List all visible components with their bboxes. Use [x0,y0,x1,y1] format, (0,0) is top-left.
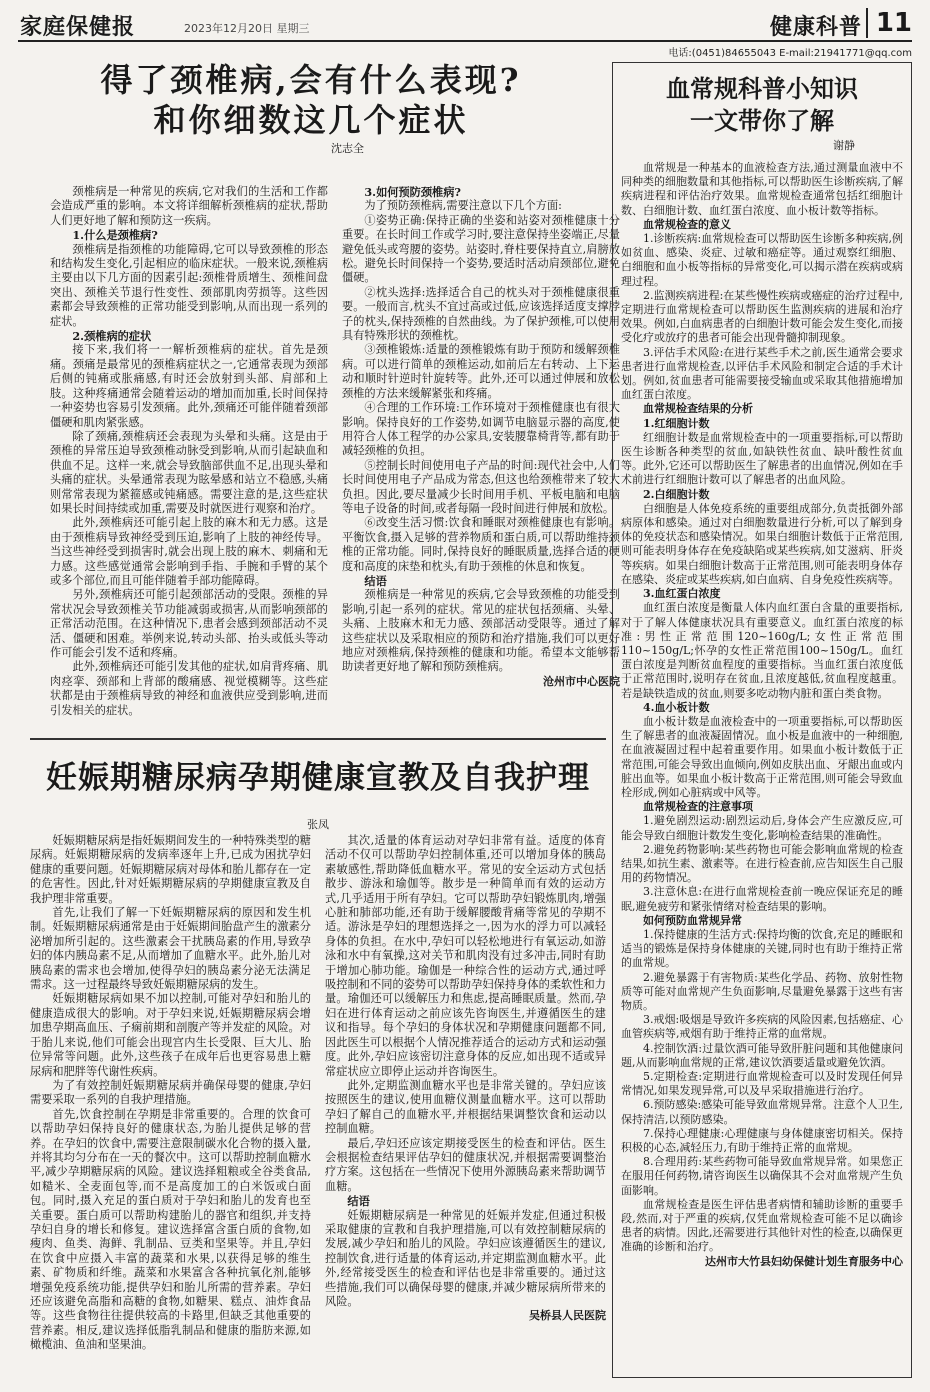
paragraph: 其次,适量的体育运动对孕妇非常有益。适度的体育活动不仅可以帮助孕妇控制体重,还可以增加身体的胰岛素敏感性,帮助降低血糖水平。常见的安全运动方式包括散步、游泳和瑜伽等。散步是一种简单而有效的运动方式,几乎适用于所有孕妇。它可以帮助孕妇锻炼肌肉,增强心脏和肺部功能,还有助于缓解腰酸背痛等常见的孕期不适。游泳是孕妇的理想选择之一,因为水的浮力可以减轻身体的负担。在水中,孕妇可以轻松地进行有氧运动,如游泳和水中有氧操,这对关节和肌肉没有过多冲击,同时有助于增加心肺功能。瑜伽是一种综合性的运动方式,通过呼吸控制和不同的姿势可以帮助孕妇保持身体的柔软性和力量。瑜伽还可以缓解压力和焦虑,提高睡眠质量。然而,孕妇在进行体育运动之前应该先咨询医生,并遵循医生的建议和指导。每个孕妇的身体状况和孕期健康问题都不同,因此医生可以根据个人情况推荐适合的运动方式和运动强度。此外,孕妇应该密切注意身体的反应,如出现不适或异常症状应立即停止运动并咨询医生。 [325,834,606,1078]
paragraph: 2.避免药物影响:某些药物也可能会影响血常规的检查结果,如抗生素、激素等。在进行检查前,应告知医生自己服用的药物情况。 [621,842,903,885]
paragraph: 此外,颈椎病还可能引起上肢的麻木和无力感。这是由于颈椎病导致神经受到压迫,影响了上肢的神经传导。当这些神经受到损害时,就会出现上肢的麻木、刺痛和无力感。这些感觉通常会影响到手指、手腕和手臂的某个或多个部位,而且可能伴随着手部功能障碍。 [50,516,328,587]
paragraph: 为了预防颈椎病,需要注意以下几个方面: [364,199,562,213]
title-line: 血常规科普小知识 [666,74,858,103]
subheading: 血常规检查的注意事项 [643,800,753,814]
paragraph: 血常规检查是医生评估患者病情和辅助诊断的重要手段,然而,对于严重的疾病,仅凭血常规检查可能不足以确诊患者的病情。因此,还需要进行其他针对性的检查,以确保更准确的诊断和治疗。 [621,1197,903,1254]
article-gestational-diabetes [30,748,606,1378]
paragraph: ⑥改变生活习惯:饮食和睡眠对颈椎健康也有影响。平衡饮食,摄入足够的营养物质和蛋白质,可以帮助维持颈椎的正常功能。同时,保持良好的睡眠质量,选择合适的硬度和高度的床垫和枕头,有助于颈椎的休息和恢复。 [342,516,620,573]
subheading: 2.颈椎病的症状 [72,329,152,344]
newspaper-name: 家庭保健报 [20,14,136,40]
paragraph: 5.定期检查:定期进行血常规检查可以及时发现任何异常情况,如果发现异常,可以及早采取措施进行治疗。 [621,1070,903,1098]
paragraph: 血红蛋白浓度是衡量人体内血红蛋白含量的重要指标,对于了解人体健康状况具有重要意义。血红蛋白浓度的标准:男性正常范围120~160g/L;女性正常范围110~150g/L;怀孕的女性正常范围100~150g/L。血红蛋白浓度是判断贫血程度的重要指标。当血红蛋白浓度低于正常范围时,说明存在贫血,且浓度越低,贫血程度越重。若是缺铁造成的贫血,则要多吃动物内脏和蛋白类食物。 [621,601,903,700]
article-body [50,185,620,775]
subheading: 结语 [347,1194,370,1209]
paragraph: 红细胞计数是血常规检查中的一项重要指标,可以帮助医生诊断各种类型的贫血,如缺铁性贫血、缺叶酸性贫血等。此外,它还可以帮助医生了解患者的出血情况,例如在手术前进行红细胞计数可以了解患者的出血风险。 [621,430,903,487]
issue-date: 2023年12月20日 星期三 [184,22,310,35]
subheading: 2.白细胞计数 [643,487,710,501]
section-title: 健康科普 [769,14,862,40]
divider [30,738,606,740]
author: 谢静 [833,139,855,152]
paragraph: 3.评估手术风险:在进行某些手术之前,医生通常会要求患者进行血常规检查,以评估手术风险和制定合适的手术计划。例如,贫血患者可能需要接受输血或采取其他措施增加血红蛋白浓度。 [621,345,903,402]
paragraph: 1.保持健康的生活方式:保持均衡的饮食,充足的睡眠和适当的锻炼是保持身体健康的关键,同时也有助于维持正常的血常规。 [621,927,903,970]
paragraph: ⑤控制长时间使用电子产品的时间:现代社会中,人们长时间使用电子产品成为常态,但这也给颈椎带来了较大负担。因此,要尽量减少长时间用手机、平板电脑和电脑等电子设备的时间,或者每隔一段时间进行伸展和放松。 [342,458,620,515]
paragraph: 此外,定期监测血糖水平也是非常关键的。孕妇应该按照医生的建议,使用血糖仪测量血糖水平。这可以帮助孕妇了解自己的血糖水平,并根据结果调整饮食和运动以控制血糖。 [325,1078,606,1136]
subheading: 1.红细胞计数 [643,416,710,430]
article-cervical [18,60,620,730]
article-body [30,834,606,1379]
title-line: 一文带你了解 [690,106,834,135]
article-body [621,161,903,1269]
paragraph: 接下来,我们将一一解析颈椎病的症状。首先是颈痛。颈痛是最常见的颈椎病症状之一,它通常表现为颈部后侧的钝痛或胀痛感,有时还会放射到头部、肩部和上肢。这种疼痛通常会随着运动的增加而加重,长时间保持一种姿势也容易引发颈痛。此外,颈痛还可能伴随着颈部僵硬和肌肉紧张感。 [50,343,328,429]
paragraph: 白细胞是人体免疫系统的重要组成部分,负责抵御外部病原体和感染。通过对白细胞数量进行分析,可以了解到身体的免疫状态和感染情况。如果白细胞计数低于正常范围,则可能表明身体存在免疫缺陷或某些疾病,如艾滋病、肝炎等疾病。如果白细胞计数高于正常范围,则可能表明身体存在感染、炎症或某些疾病,如白血病、自身免疫性疾病等。 [621,501,903,586]
paragraph: 妊娠期糖尿病是一种常见的妊娠并发症,但通过积极采取健康的宣教和自我护理措施,可以有效控制糖尿病的发展,减少孕妇和胎儿的风险。孕妇应该遵循医生的建议,控制饮食,进行适量的体育运动,并定期监测血糖水平。此外,经常接受医生的检查和评估也是非常重要的。通过这些措施,我们可以确保母婴的健康,并减少糖尿病所带来的风险。 [325,1208,606,1308]
paragraph: 2.监测疾病进程:在某些慢性疾病或癌症的治疗过程中,定期进行血常规检查可以帮助医生监测疾病的进展和治疗效果。例如,白血病患者的白细胞计数可能会发生变化,而接受化疗或放疗的患者可能会出现骨髓抑制现象。 [621,288,903,345]
paragraph: ④合理的工作环境:工作环境对于颈椎健康也有很大影响。保持良好的工作姿势,如调节电脑显示器的高度,使用符合人体工程学的办公家具,安装腰靠椅背等,都有助于减轻颈椎的负担。 [342,401,620,458]
paragraph: 1.避免剧烈运动:剧烈运动后,身体会产生应激反应,可能会导致白细胞计数发生变化,影响检查结果的准确性。 [621,814,903,842]
article-title [621,73,903,137]
paragraph: 3.戒烟:吸烟是导致许多疾病的风险因素,包括癌症、心血管疾病等,戒烟有助于维持正常的血常规。 [621,1013,903,1041]
paragraph: 另外,颈椎病还可能引起颈部活动的受限。颈椎的异常状况会导致颈椎关节功能减弱或损害,从而影响颈部的正常活动范围。在这种情况下,患者会感到颈部活动不灵活、僵硬和困难。举例来说,转动头部、抬头或低头等动作可能会引发不适和疼痛。 [50,588,328,659]
paragraph: 3.注意休息:在进行血常规检查前一晚应保证充足的睡眠,避免疲劳和紧张情绪对检查结果的影响。 [621,885,903,913]
paragraph: 7.保持心理健康:心理健康与身体健康密切相关。保持积极的心态,减轻压力,有助于维持正常的血常规。 [621,1126,903,1155]
paragraph: 血小板计数是血液检查中的一项重要指标,可以帮助医生了解患者的血液凝固情况。血小板是血液中的一种细胞,在血液凝固过程中起着重要作用。如果血小板计数低于正常范围,可能会导致出血倾向,例如皮肤出血、牙龈出血或内脏出血等。如果血小板计数高于正常范围,则可能会导致血栓形成,例如心脏病或中风等。 [621,714,903,799]
paragraph: 颈椎病是一种常见的疾病,它对我们的生活和工作都会造成严重的影响。本文将详细解析颈椎病的症状,帮助人们更好地了解和预防这一疾病。 [50,185,328,227]
paragraph: 2.避免暴露于有害物质:某些化学品、药物、放射性物质等可能对血常规产生负面影响,尽量避免暴露于这些有害物质。 [621,970,903,1012]
paragraph: 为了有效控制妊娠期糖尿病并确保母婴的健康,孕妇需要采取一系列的自我护理措施。 [30,1078,311,1107]
subheading: 如何预防血常规异常 [643,913,742,927]
subheading: 结语 [364,573,387,588]
paragraph: 此外,颈椎病还可能引发其他的症状,如肩背疼痛、肌肉痉挛、颈部和上背部的酸痛感、视觉模糊等。这些症状都是由于颈椎病导致的神经和血液供应受到影响,进而引发相关的症状。 [50,660,328,717]
subheading: 血常规检查的意义 [643,217,731,231]
author: 沈志全 [331,142,364,155]
subheading: 4.血小板计数 [643,700,710,714]
paragraph: 妊娠期糖尿病是指妊娠期间发生的一种特殊类型的糖尿病。妊娠期糖尿病的发病率逐年上升,已成为困扰孕妇健康的重要问题。妊娠期糖尿病对母体和胎儿都存在一定的危害性。因此,针对妊娠期糖尿病的孕期健康宣教及自我护理非常重要。 [30,834,311,905]
paragraph: 颈椎病是一种常见的疾病,它会导致颈椎的功能受到影响,引起一系列的症状。常见的症状包括颈痛、头晕、头痛、上肢麻木和无力感、颈部活动受限等。通过了解这些症状以及采取相应的预防和治疗措施,我们可以更好地应对颈椎病,保持颈椎的健康和功能。希望本文能够帮助读者更好地了解和预防颈椎病。 [342,588,620,674]
subheading: 1.什么是颈椎病? [72,228,158,243]
subheading: 血常规检查结果的分析 [643,402,753,416]
paragraph: 1.诊断疾病:血常规检查可以帮助医生诊断多种疾病,例如贫血、感染、炎症、过敏和癌症等。通过观察红细胞、白细胞和血小板等指标的异常变化,可以揭示潜在疾病或病理过程。 [621,232,903,288]
page-number: 11 [866,8,912,38]
article-title: 妊娠期糖尿病孕期健康宣教及自我护理 [46,760,590,796]
author-organization: 达州市大竹县妇幼保健计划生育服务中心 [705,1254,903,1268]
subheading: 3.如何预防颈椎病? [364,185,461,199]
paragraph: 除了颈痛,颈椎病还会表现为头晕和头痛。这是由于颈椎的异常压迫导致颈椎动脉受到影响,从而引起缺血和供血不足。这样一来,就会导致脑部供血不足,出现头晕和头痛的症状。头晕通常表现为眩晕感和站立不稳感,头痛则常常表现为紧箍感或钝痛感。需要注意的是,这些症状如果长时间持续或加重,需要及时就医进行观察和治疗。 [50,429,328,515]
article-title [18,60,604,140]
paragraph: 妊娠期糖尿病如果不加以控制,可能对孕妇和胎儿的健康造成很大的影响。对于孕妇来说,妊娠期糖尿病会增加患孕期高血压、子痫前期和剖腹产等并发症的风险。对于胎儿来说,他们可能会出现宫内生长受限、巨大儿、胎位异常等问题。此外,这些孩子在成年后也更容易患上糖尿病和肥胖等代谢性疾病。 [30,992,311,1078]
article-blood-routine [612,62,912,1378]
author-organization: 吴桥县人民医院 [529,1309,606,1323]
paragraph: 8.合理用药:某些药物可能导致血常规异常。如果您正在服用任何药物,请咨询医生以确保其不会对血常规产生负面影响。 [621,1155,903,1197]
masthead [18,8,912,42]
paragraph: ①姿势正确:保持正确的坐姿和站姿对颈椎健康十分重要。在长时间工作或学习时,要注意保持坐姿端正,尽量避免低头或弯腰的姿势。站姿时,脊柱要保持直立,肩膀放松。避免长时间保持一个姿势,要适时活动肩颈部位,避免僵硬。 [342,213,620,285]
author-organization: 沧州市中心医院 [543,674,620,688]
paragraph: 4.控制饮酒:过量饮酒可能导致肝脏问题和其他健康问题,从而影响血常规的正常,建议饮酒要适量或避免饮酒。 [621,1041,903,1069]
paragraph: ②枕头选择:选择适合自己的枕头对于颈椎健康很重要。一般而言,枕头不宜过高或过低,应该选择适度支撑脖子的枕头,保持颈椎的自然曲线。为了保护颈椎,可以使用具有特殊形状的颈椎枕。 [342,285,620,343]
paragraph: ③颈椎锻炼:适量的颈椎锻炼有助于预防和缓解颈椎病。可以进行简单的颈椎运动,如前后左右转动、上下运动和顺时针逆时针旋转等。此外,还可以通过伸展和放松颈椎的方法来缓解紧张和疼痛。 [342,343,620,400]
paragraph: 首先,饮食控制在孕期是非常重要的。合理的饮食可以帮助孕妇保持良好的健康状态,为胎儿提供足够的营养。在孕妇的饮食中,需要注意限制碳水化合物的摄入量,并将其均匀分布在一天的餐次中。这可以帮助控制血糖水平,减少孕期糖尿病的风险。建议选择粗粮或全谷类食品,如糙米、全麦面包等,而不是高度加工的白米饭或白面包。同时,摄入充足的蛋白质对于孕妇和胎儿的发育也至关重要。蛋白质可以帮助构建胎儿的器官和组织,并支持孕妇自身的增长和修复。建议选择富含蛋白质的食物,如瘦肉、鱼类、海鲜、乳制品、豆类和坚果等。并且,孕妇在饮食中应摄入丰富的蔬菜和水果,以获得足够的维生素、矿物质和纤维。蔬菜和水果富含各种抗氧化剂,能够增强免疫系统功能,提供孕妇和胎儿所需的营养素。孕妇还应该避免高脂和高糖的食物,如糖果、糕点、油炸食品等。这些食物往往提供较高的卡路里,但缺乏其他重要的营养素。相反,建议选择低脂乳制品和健康的脂肪来源,如橄榄油、鱼油和坚果油。 [30,1107,311,1352]
paragraph: 6.预防感染:感染可能导致血常规异常。注意个人卫生,保持清洁,以预防感染。 [621,1098,903,1126]
title-line: 和你细数这几个症状 [153,101,469,139]
paragraph: 最后,孕妇还应该定期接受医生的检查和评估。医生会根据检查结果评估孕妇的健康状况,并根据需要调整治疗方案。这包括在一些情况下使用外源胰岛素来帮助调节血糖。 [325,1136,606,1193]
paragraph: 颈椎病是指颈椎的功能障碍,它可以导致颈椎的形态和结构发生变化,引起相应的临床症状。一般来说,颈椎病主要由以下几方面的因素引起:颈椎骨质增生、颈椎间盘突出、颈椎关节退行性变性、颈部肌肉劳损等。这些因素都会导致颈椎的正常功能受到影响,从而出现一系列的症状。 [50,242,328,328]
paragraph: 血常规是一种基本的血液检查方法,通过测量血液中不同种类的细胞数量和其他指标,可以帮助医生诊断疾病,了解疾病进程和评估治疗效果。血常规检查通常包括红细胞计数、白细胞计数、血红蛋白浓度、血小板计数等指标。 [621,161,903,217]
subheading: 3.血红蛋白浓度 [643,587,721,601]
author: 张凤 [307,818,329,831]
paragraph: 首先,让我们了解一下妊娠期糖尿病的原因和发生机制。妊娠期糖尿病通常是由于妊娠期间胎盘产生的激素分泌增加所引起的。这些激素会干扰胰岛素的作用,导致孕妇的体内胰岛素不足,从而增加了血糖水平。此外,胎儿对胰岛素的需求也会增加,使得孕妇的胰岛素分泌无法满足需求。这一过程最终导致妊娠期糖尿病的发生。 [30,906,311,992]
title-line: 得了颈椎病,会有什么表现? [100,61,522,99]
contact-info: 电话:(0451)84655043 E-mail:21941771@qq.com [668,48,912,59]
